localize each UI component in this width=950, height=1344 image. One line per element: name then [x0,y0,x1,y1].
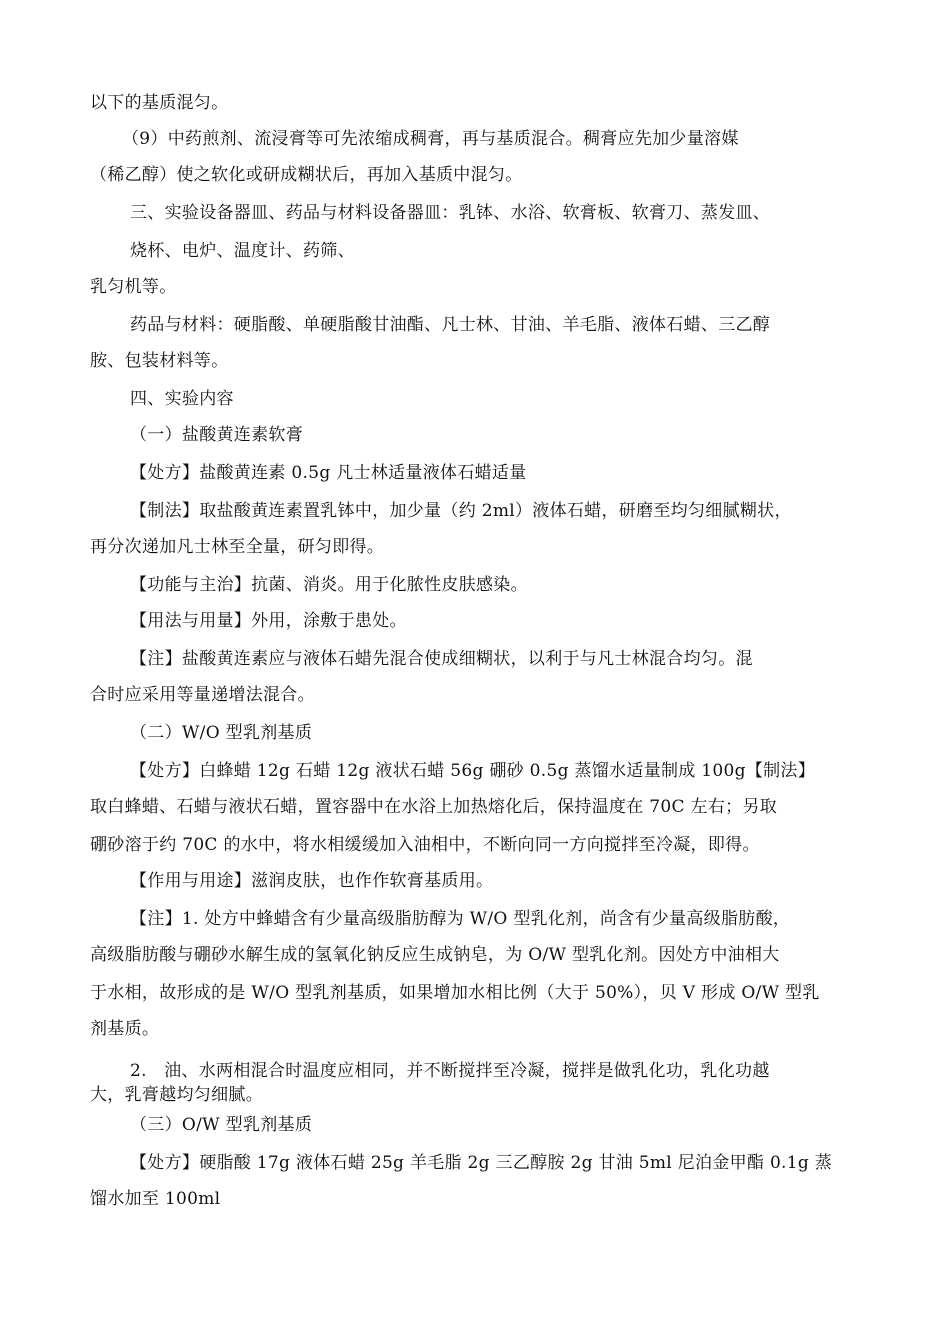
text-line: 【作用与用途】滋润皮肤，也作作软膏基质用。 [130,871,494,891]
section-heading: 三、实验设备器皿、药品与材料设备器皿：乳钵、水浴、软膏板、软膏刀、蒸发皿、 [130,203,771,223]
text-line: （9）中药煎剂、流浸膏等可先浓缩成稠膏，再与基质混合。稠膏应先加少量溶媒 [122,129,739,149]
text-line: 2. 油、水两相混合时温度应相同，并不断搅拌至冷凝，搅拌是做乳化功，乳化功越 [130,1061,770,1081]
text-line: 【处方】硬脂酸 17g 液体石蜡 25g 羊毛脂 2g 三乙醇胺 2g 甘油 5ml 尼泊金甲酯 0.1g 蒸 [130,1153,833,1173]
subsection-heading: （三）O/W 型乳剂基质 [130,1115,313,1135]
text-line: 【制法】取盐酸黄连素置乳钵中，加少量（约 2ml）液体石蜡，研磨至均匀细腻糊状， [130,501,792,521]
text-line: 大，乳膏越均匀细腻。 [90,1085,263,1105]
text-line: 硼砂溶于约 70C 的水中，将水相缓缓加入油相中，不断向同一方向搅拌至冷凝，即得。 [90,835,760,855]
text-line: 【注】盐酸黄连素应与液体石蜡先混合使成细糊状，以利于与凡士林混合均匀。混 [130,649,753,669]
text-line: 馏水加至 100ml [90,1189,221,1209]
text-line: 【功能与主治】抗菌、消炎。用于化脓性皮肤感染。 [130,575,528,595]
text-line: 合时应采用等量递增法混合。 [90,685,315,705]
text-line: 胺、包装材料等。 [90,351,229,371]
text-line: （稀乙醇）使之软化或研成糊状后，再加入基质中混匀。 [90,165,523,185]
section-heading: 四、实验内容 [130,389,234,409]
subsection-heading: （一）盐酸黄连素软膏 [130,425,303,445]
text-line: 以下的基质混匀。 [90,93,229,113]
text-line: 取白蜂蜡、石蜡与液状石蜡，置容器中在水浴上加热熔化后，保持温度在 70C 左右；另取 [90,797,778,817]
text-line: 于水相，故形成的是 W/O 型乳剂基质，如果增加水相比例（大于 50%），贝 V 形成 O/W 型乳 [90,983,820,1003]
text-line: 烧杯、电炉、温度计、药筛、 [130,241,355,261]
text-line: 【处方】白蜂蜡 12g 石蜡 12g 液状石蜡 56g 硼砂 0.5g 蒸馏水适量制成 100g【制法】 [130,761,816,781]
text-line: 【处方】盐酸黄连素 0.5g 凡士林适量液体石蜡适量 [130,463,527,483]
subsection-heading: （二）W/O 型乳剂基质 [130,723,313,743]
text-line: 【注】1. 处方中蜂蜡含有少量高级脂肪醇为 W/O 型乳化剂，尚含有少量高级脂肪酸， [130,909,791,929]
text-line: 【用法与用量】外用，涂敷于患处。 [130,611,407,631]
text-line: 药品与材料：硬脂酸、单硬脂酸甘油酯、凡士林、甘油、羊毛脂、液体石蜡、三乙醇 [130,315,771,335]
text-line: 再分次递加凡士林至全量，研匀即得。 [90,537,385,557]
text-line: 高级脂肪酸与硼砂水解生成的氢氧化钠反应生成钠皂，为 O/W 型乳化剂。因处方中油相大 [90,945,780,965]
text-line: 剂基质。 [90,1019,160,1039]
text-line: 乳匀机等。 [90,277,177,297]
